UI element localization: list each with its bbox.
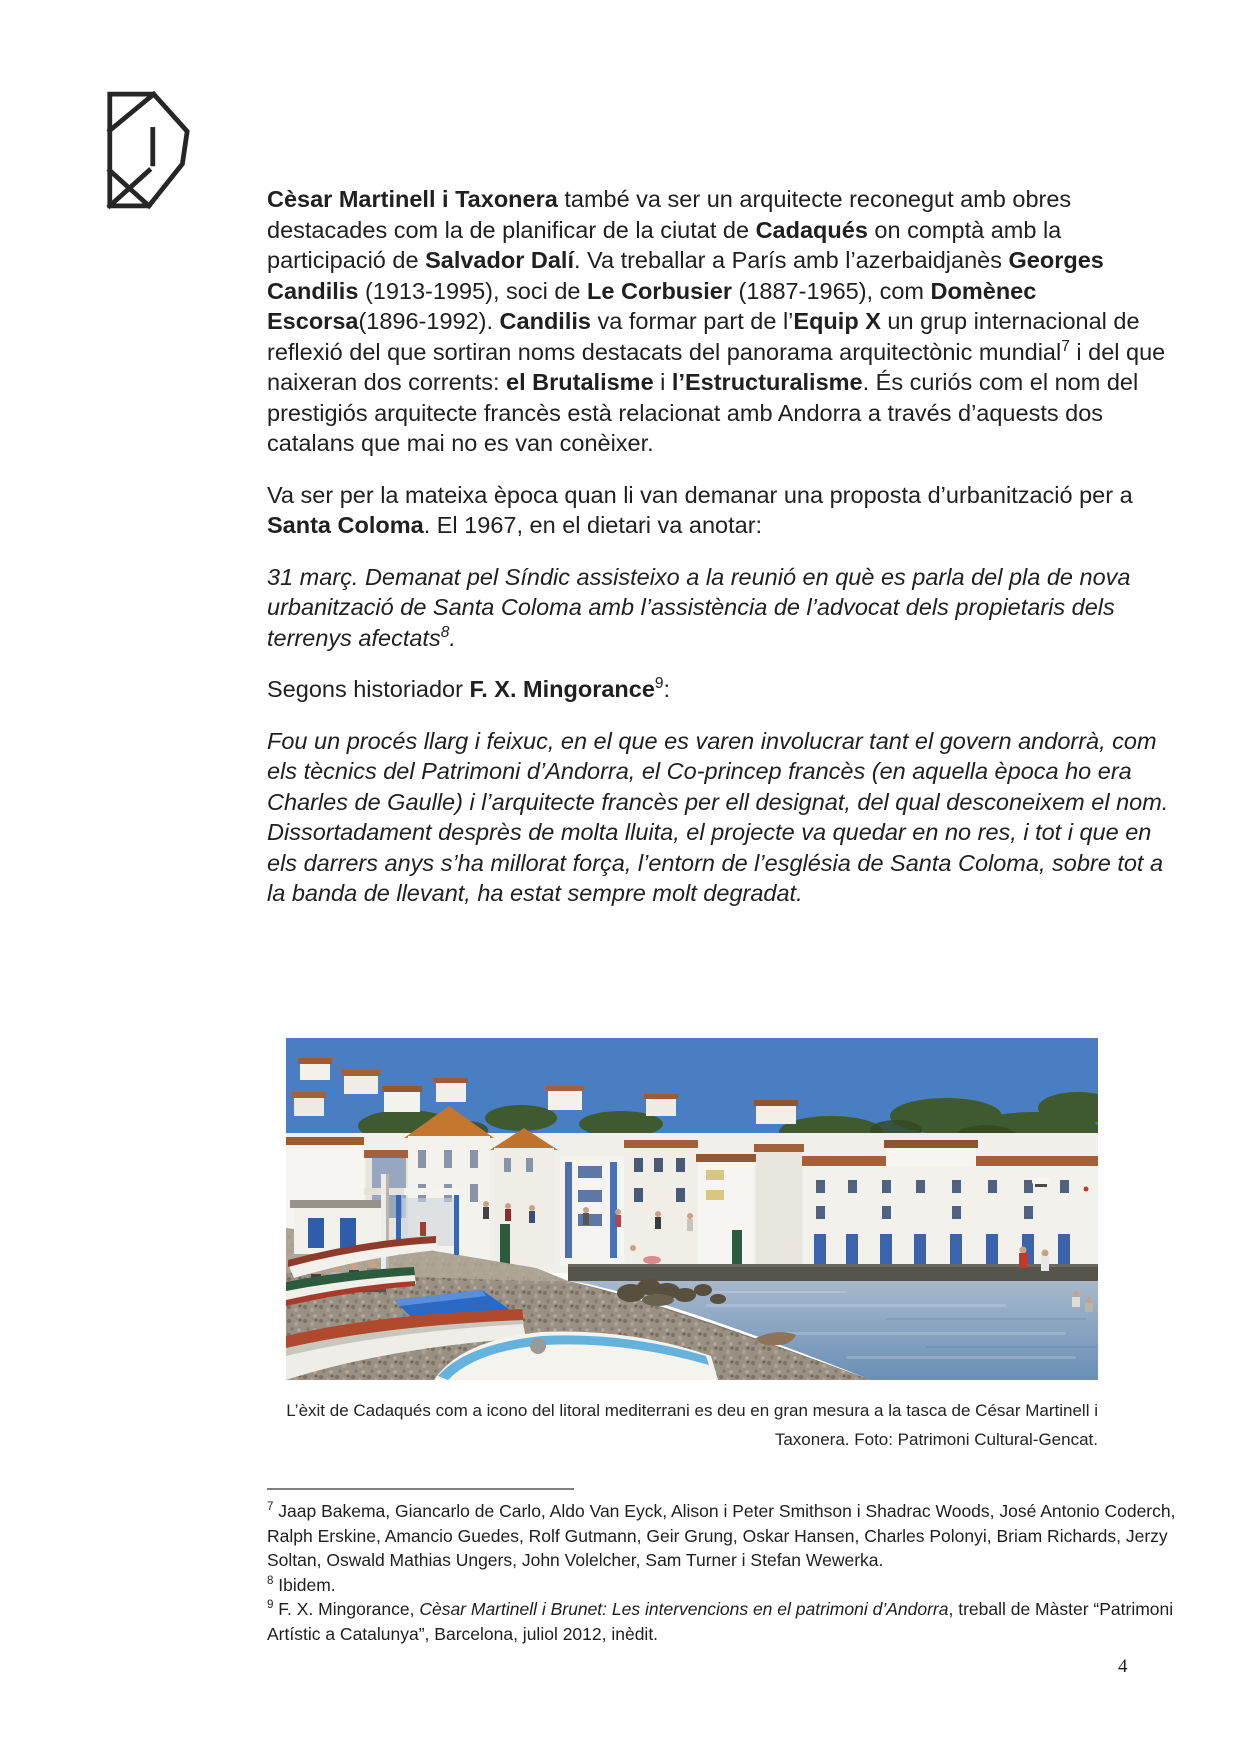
footnote-separator xyxy=(267,1488,574,1490)
body-paragraph-1: Cèsar Martinell i Taxonera també va ser un arquitecte reconegut amb obres destacades com la de planificar de la ciutat de Cadaqués on comptà amb la participació de Salvador Dalí. Va treballar a París amb l’azerbaidjanès Georges Candilis (1913-1995), soci de Le Corbusier (1887-1965), com Domènec Escorsa(1896-1992). Candilis va formar part de l’Equip X un grup internacional de reflexió del que sortiran noms destacats del panorama arquitectònic mundial$^7$ i del que naixeran dos corrents: el Brutalisme i l’Estructuralisme. És curiós com el nom del prestigiós arquitecte francès està relacionat amb Andorra a través d’aquests dos catalans que mai no es van conèixer. xyxy=(267,186,1166,456)
body-paragraph-3: Segons historiador F. X. Mingorance$^9$: xyxy=(267,675,671,702)
cadaques-photo xyxy=(286,1038,1098,1380)
diary-quote-paragraph: 31 març. Demanat pel Síndic assisteixo a la reunió en què es parla del pla de nova urbanització de Santa Coloma amb l’assistència de l’advocat dels propietaris dels terrenys afectats$^8$. xyxy=(267,563,1131,651)
body-paragraph-2: Va ser per la mateixa època quan li van demanar una proposta d’urbanització per a Santa Coloma. El 1967, en el dietari va anotar: xyxy=(267,481,1133,538)
figure-caption: L’èxit de Cadaqués com a icono del litoral mediterrani es deu en gran mesura a la tasca de César Martinell i Taxonera. Foto: Patrimoni Cultural-Gencat. xyxy=(286,1401,1098,1449)
page-number: 4 xyxy=(1118,1656,1128,1677)
historian-quote-paragraph: Fou un procés llarg i feixuc, en el que es varen involucrar tant el govern andorrà, com els tècnics del Patrimoni d’Andorra, el Co-princep francès (en aquella època ho era Charles de Gaulle) i l’arquitecte francès per ell designat, del qual desconeixem el nom. Dissortadament desprès de molta lluita, el projecte va quedar en no res, i tot i que en els darrers anys s’ha millorat força, l’entorn de l’església de Santa Coloma, sobre tot a la banda de llevant, ha estat sempre molt degradat. xyxy=(267,727,1169,906)
footnote-8: $^8$ Ibidem. xyxy=(267,1574,336,1595)
page-content xyxy=(267,184,1185,930)
cadaques-photo-illustration xyxy=(286,1038,1098,1380)
publisher-logo xyxy=(105,88,191,212)
logo-icon xyxy=(105,88,191,212)
footnote-9: $^9$ F. X. Mingorance, Cèsar Martinell i Brunet: Les intervencions en el patrimoni d’Andorra, treball de Màster “Patrimoni Artístic a Catalunya”, Barcelona, juliol 2012, inèdit. xyxy=(267,1599,1174,1644)
figure-cadaques xyxy=(286,1038,1098,1454)
footnote-7: $^7$ Jaap Bakema, Giancarlo de Carlo, Aldo Van Eyck, Alison i Peter Smithson i Shadrac Woods, José Antonio Coderch, Ralph Erskine, Amancio Guedes, Rolf Gutmann, Geir Grung, Oskar Hansen, Charles Polonyi, Briam Richards, Jerzy Soltan, Oswald Mathias Ungers, John Volelcher, Sam Turner i Stefan Wewerka. xyxy=(267,1501,1176,1570)
footnotes-section xyxy=(267,1488,1185,1646)
